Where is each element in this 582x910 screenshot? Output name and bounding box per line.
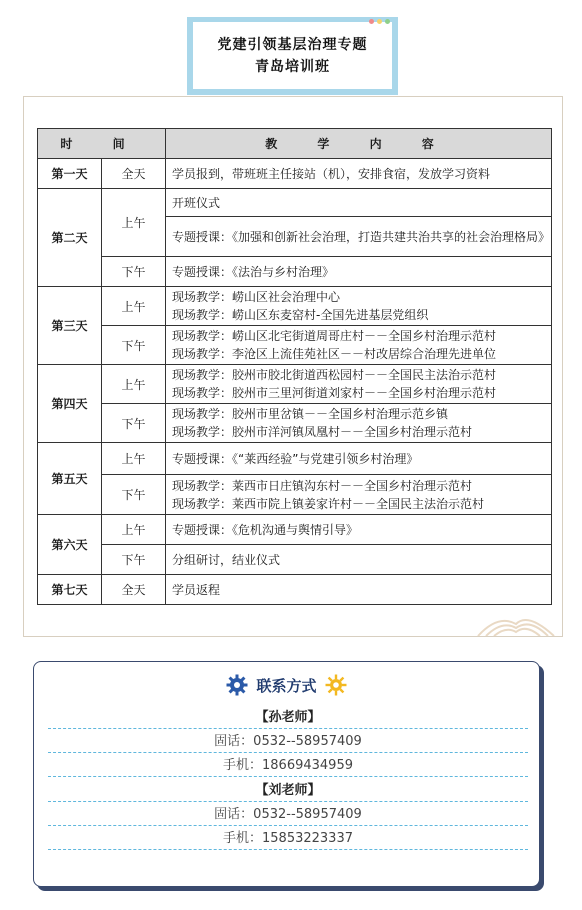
table-row <box>38 545 552 575</box>
table-row <box>38 287 552 326</box>
content-line: 学员返程 <box>172 582 221 597</box>
contact-name: 【孙老师】 <box>48 706 528 729</box>
header-time: 时 间 <box>38 129 166 159</box>
contact-header <box>34 670 539 700</box>
table-row <box>38 475 552 515</box>
content-line: 分组研讨，结业仪式 <box>172 552 281 567</box>
content-cell <box>166 159 552 189</box>
period-label: 下午 <box>102 475 166 515</box>
content-line: 现场教学：莱西市院上镇姜家许村－－全国民主法治示范村 <box>172 496 485 511</box>
period-label: 上午 <box>102 515 166 545</box>
period-label: 上午 <box>102 189 166 257</box>
period-label: 全天 <box>102 159 166 189</box>
table-row <box>38 189 552 217</box>
contact-card <box>33 661 540 887</box>
period-label: 下午 <box>102 404 166 443</box>
schedule-table <box>37 128 552 605</box>
table-header-row <box>38 129 552 159</box>
dot-green <box>385 19 390 24</box>
contact-name: 【刘老师】 <box>48 779 528 802</box>
gear-icon <box>226 674 248 696</box>
day-label: 第一天 <box>38 159 102 189</box>
day-label: 第五天 <box>38 443 102 515</box>
content-line: 现场教学：胶州市里岔镇－－全国乡村治理示范乡镇 <box>172 407 449 421</box>
period-label: 下午 <box>102 545 166 575</box>
contact-mobile[interactable]: 手机：18669434959 <box>48 754 528 777</box>
contact-phone[interactable]: 固话：0532--58957409 <box>48 730 528 753</box>
table-row <box>38 404 552 443</box>
sun-icon <box>325 674 347 696</box>
dot-red <box>369 19 374 24</box>
content-cell <box>166 515 552 545</box>
content-cell <box>166 257 552 287</box>
content-cell <box>166 475 552 515</box>
period-label: 上午 <box>102 443 166 475</box>
content-line: 现场教学：李沧区上流佳苑社区－－村改居综合治理先进单位 <box>172 347 497 361</box>
content-line: 现场教学：莱西市日庄镇沟东村－－全国乡村治理示范村 <box>172 478 473 493</box>
content-line: 现场教学：胶州市洋河镇凤凰村－－全国乡村治理示范村 <box>172 425 473 439</box>
contact-mobile[interactable]: 手机：15853223337 <box>48 827 528 850</box>
table-row <box>38 257 552 287</box>
period-label: 上午 <box>102 365 166 404</box>
table-row <box>38 326 552 365</box>
title-inner <box>193 22 392 89</box>
period-label: 上午 <box>102 287 166 326</box>
content-cell <box>166 287 552 326</box>
period-label: 全天 <box>102 575 166 605</box>
table-row <box>38 515 552 545</box>
content-cell <box>166 189 552 217</box>
period-label: 下午 <box>102 326 166 365</box>
content-cell <box>166 217 552 257</box>
day-label: 第七天 <box>38 575 102 605</box>
content-cell <box>166 404 552 443</box>
day-label: 第六天 <box>38 515 102 575</box>
contact-phone[interactable]: 固话：0532--58957409 <box>48 803 528 826</box>
page-title: 党建引领基层治理专题 <box>217 36 368 53</box>
content-cell <box>166 545 552 575</box>
window-dots <box>369 19 390 24</box>
day-label: 第二天 <box>38 189 102 287</box>
content-line: 现场教学：胶州市三里河街道刘家村－－全国乡村治理示范村 <box>172 386 497 400</box>
content-line: 开班仪式 <box>172 195 221 210</box>
content-cell <box>166 365 552 404</box>
table-row <box>38 159 552 189</box>
page-subtitle: 青岛培训班 <box>255 58 330 75</box>
content-cell <box>166 443 552 475</box>
table-row <box>38 365 552 404</box>
day-label: 第三天 <box>38 287 102 365</box>
content-line: 现场教学：胶州市胶北街道西松园村－－全国民主法治示范村 <box>172 368 497 382</box>
content-line: 现场教学：崂山区北宅街道周哥庄村－－全国乡村治理示范村 <box>172 329 497 343</box>
content-line: 专题授课：《危机沟通与舆情引导》 <box>172 522 359 537</box>
content-line: 专题授课：《“莱西经验”与党建引领乡村治理》 <box>172 451 419 466</box>
dot-yellow <box>377 19 382 24</box>
table-row <box>38 443 552 475</box>
content-line: 专题授课：《加强和创新社会治理，打造共建共治共享的社会治理格局》 <box>172 229 551 244</box>
content-line: 专题授课：《法治与乡村治理》 <box>172 264 335 279</box>
content-line: 现场教学：崂山区社会治理中心 <box>172 290 341 304</box>
content-line: 学员报到，带班班主任接站（机），安排食宿，发放学习资料 <box>172 166 491 181</box>
content-cell <box>166 326 552 365</box>
header-content: 教 学 内 容 <box>166 129 552 159</box>
content-cell <box>166 575 552 605</box>
mountain-decoration-icon <box>476 610 556 636</box>
table-row <box>38 575 552 605</box>
period-label: 下午 <box>102 257 166 287</box>
day-label: 第四天 <box>38 365 102 443</box>
content-line: 现场教学：崂山区东麦窑村-全国先进基层党组织 <box>172 308 429 322</box>
contact-title: 联系方式 <box>256 676 317 695</box>
title-card <box>187 17 398 95</box>
